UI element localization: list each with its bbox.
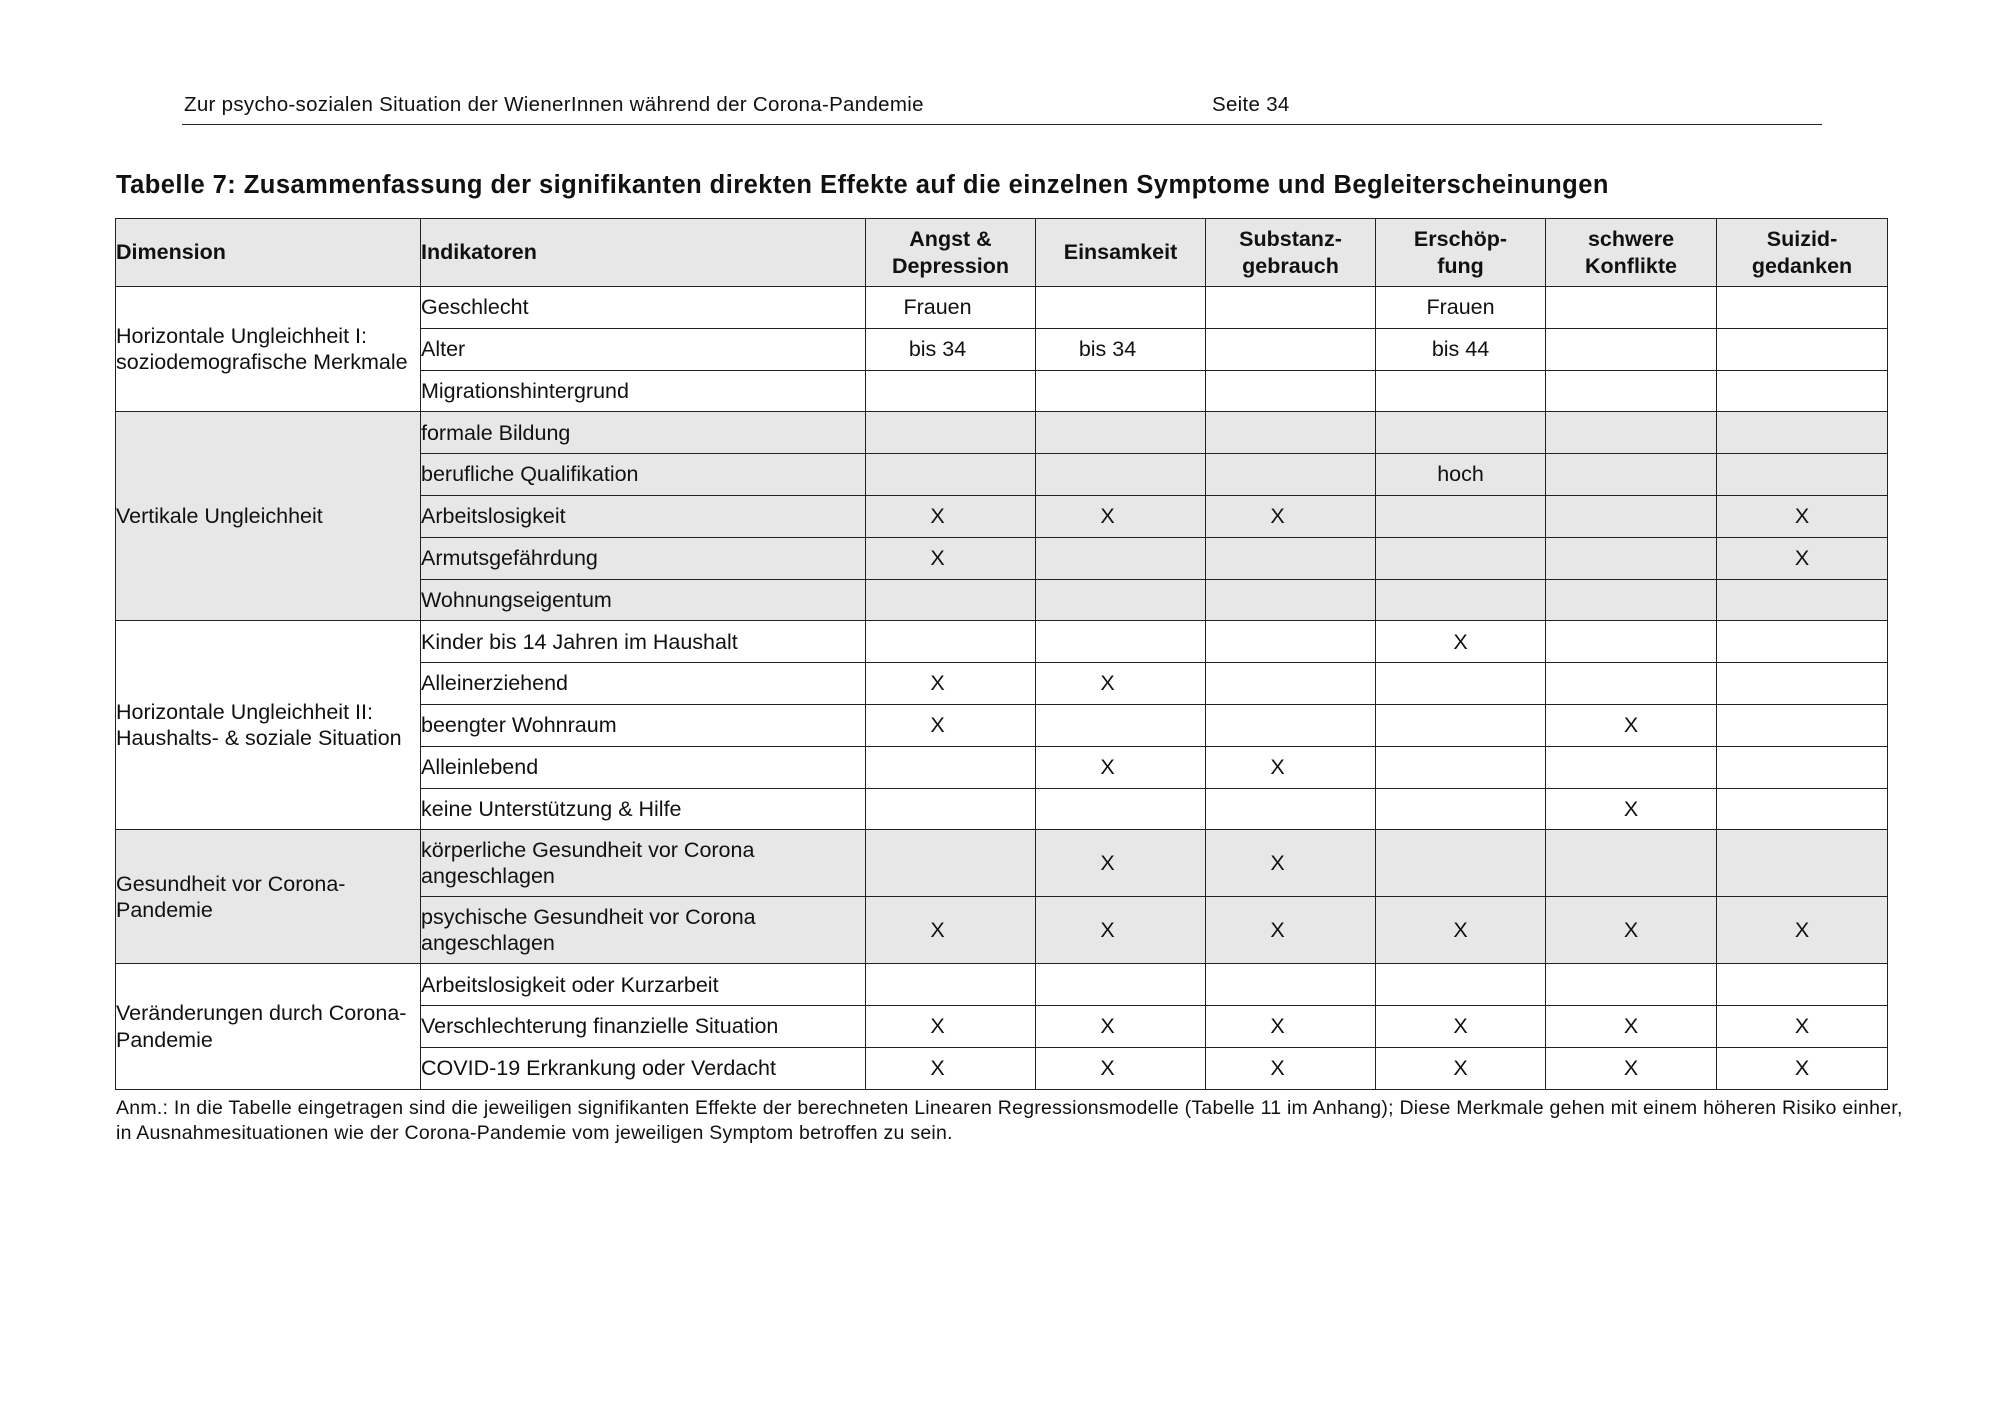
table-row: [116, 830, 1888, 897]
value-cell-erschoepfung: [1376, 579, 1546, 621]
value-cell-angst-depression: [866, 621, 1036, 663]
value-cell-schwere-konflikte: [1546, 964, 1717, 1006]
value-cell-schwere-konflikte: [1546, 663, 1717, 705]
value-cell-erschoepfung: X: [1376, 1047, 1546, 1089]
value-cell-schwere-konflikte: [1546, 412, 1717, 454]
header-page-number: Seite 34: [1212, 93, 1290, 116]
value-cell-erschoepfung: [1376, 495, 1546, 537]
value-cell-substanzgebrauch: [1206, 788, 1376, 830]
page-header: [182, 88, 1822, 125]
value-cell-angst-depression: X: [866, 495, 1036, 537]
value-cell-angst-depression: X: [866, 897, 1036, 964]
value-cell-einsamkeit: X: [1036, 1047, 1206, 1089]
value-cell-angst-depression: [866, 579, 1036, 621]
indikator-cell: Alleinerziehend: [421, 663, 866, 705]
value-cell-substanzgebrauch: [1206, 370, 1376, 412]
table-group-soziodemografisch: [116, 287, 1888, 412]
table-footnote: Anm.: In die Tabelle eingetragen sind die jeweiligen signifikanten Effekte der berechneten Linearen Regressionsmodelle (Tabelle 11 im Anhang); Diese Merkmale gehen mit einem höheren Risiko einher, in Ausnahmesituationen wie der Corona-Pandemie vom jeweiligen Symptom betroffen zu sein.: [116, 1097, 1903, 1144]
value-cell-einsamkeit: [1036, 287, 1206, 329]
value-cell-angst-depression: X: [866, 1047, 1036, 1089]
indikator-cell: formale Bildung: [421, 412, 866, 454]
value-cell-einsamkeit: bis 34: [1036, 328, 1206, 370]
value-cell-angst-depression: Frauen: [866, 287, 1036, 329]
value-cell-schwere-konflikte: X: [1546, 788, 1717, 830]
value-cell-substanzgebrauch: X: [1206, 1006, 1376, 1048]
table-header-row: [116, 219, 1888, 287]
value-cell-einsamkeit: X: [1036, 830, 1206, 897]
value-cell-suizidgedanken: [1717, 328, 1888, 370]
value-cell-erschoepfung: bis 44: [1376, 328, 1546, 370]
indikator-cell: COVID-19 Erkrankung oder Verdacht: [421, 1047, 866, 1089]
table-row: [116, 964, 1888, 1006]
value-cell-substanzgebrauch: X: [1206, 746, 1376, 788]
value-cell-suizidgedanken: [1717, 788, 1888, 830]
value-cell-angst-depression: [866, 370, 1036, 412]
value-cell-angst-depression: bis 34: [866, 328, 1036, 370]
value-cell-angst-depression: X: [866, 537, 1036, 579]
indikator-cell: Wohnungseigentum: [421, 579, 866, 621]
value-cell-schwere-konflikte: [1546, 621, 1717, 663]
value-cell-erschoepfung: [1376, 746, 1546, 788]
value-cell-substanzgebrauch: X: [1206, 897, 1376, 964]
indikator-cell: keine Unterstützung & Hilfe: [421, 788, 866, 830]
value-cell-angst-depression: [866, 964, 1036, 1006]
value-cell-substanzgebrauch: [1206, 621, 1376, 663]
indikator-cell: Geschlecht: [421, 287, 866, 329]
value-cell-erschoepfung: Frauen: [1376, 287, 1546, 329]
value-cell-schwere-konflikte: [1546, 537, 1717, 579]
value-cell-einsamkeit: [1036, 537, 1206, 579]
indikator-cell: Alleinlebend: [421, 746, 866, 788]
table-row: [116, 621, 1888, 663]
value-cell-substanzgebrauch: [1206, 412, 1376, 454]
value-cell-schwere-konflikte: [1546, 830, 1717, 897]
value-cell-einsamkeit: [1036, 454, 1206, 496]
indikator-cell: beengter Wohnraum: [421, 704, 866, 746]
table-row: [116, 412, 1888, 454]
value-cell-substanzgebrauch: [1206, 287, 1376, 329]
value-cell-angst-depression: [866, 746, 1036, 788]
value-cell-erschoepfung: [1376, 537, 1546, 579]
value-cell-erschoepfung: [1376, 412, 1546, 454]
indikator-cell: berufliche Qualifikation: [421, 454, 866, 496]
value-cell-suizidgedanken: X: [1717, 897, 1888, 964]
dimension-cell: Horizontale Ungleichheit II: Haushalts- & soziale Situation: [116, 621, 421, 830]
value-cell-substanzgebrauch: [1206, 964, 1376, 1006]
indikator-cell: Kinder bis 14 Jahren im Haushalt: [421, 621, 866, 663]
value-cell-substanzgebrauch: X: [1206, 830, 1376, 897]
column-header-erschoepfung: Erschöp- fung: [1376, 219, 1546, 287]
value-cell-einsamkeit: X: [1036, 897, 1206, 964]
value-cell-suizidgedanken: [1717, 454, 1888, 496]
value-cell-suizidgedanken: [1717, 621, 1888, 663]
table-row: [116, 287, 1888, 329]
value-cell-angst-depression: [866, 454, 1036, 496]
value-cell-einsamkeit: [1036, 579, 1206, 621]
value-cell-einsamkeit: [1036, 704, 1206, 746]
value-cell-substanzgebrauch: X: [1206, 1047, 1376, 1089]
value-cell-suizidgedanken: X: [1717, 495, 1888, 537]
value-cell-erschoepfung: [1376, 964, 1546, 1006]
value-cell-angst-depression: [866, 830, 1036, 897]
value-cell-suizidgedanken: X: [1717, 537, 1888, 579]
value-cell-schwere-konflikte: [1546, 495, 1717, 537]
value-cell-substanzgebrauch: X: [1206, 495, 1376, 537]
value-cell-schwere-konflikte: X: [1546, 1047, 1717, 1089]
column-header-substanzgebrauch: Substanz- gebrauch: [1206, 219, 1376, 287]
value-cell-einsamkeit: [1036, 964, 1206, 1006]
value-cell-schwere-konflikte: [1546, 370, 1717, 412]
value-cell-schwere-konflikte: [1546, 454, 1717, 496]
value-cell-erschoepfung: hoch: [1376, 454, 1546, 496]
value-cell-schwere-konflikte: [1546, 579, 1717, 621]
value-cell-schwere-konflikte: [1546, 746, 1717, 788]
value-cell-erschoepfung: [1376, 830, 1546, 897]
indikator-cell: Arbeitslosigkeit oder Kurzarbeit: [421, 964, 866, 1006]
value-cell-schwere-konflikte: X: [1546, 897, 1717, 964]
value-cell-erschoepfung: [1376, 663, 1546, 705]
indikator-cell: Migrationshintergrund: [421, 370, 866, 412]
value-cell-suizidgedanken: [1717, 964, 1888, 1006]
value-cell-angst-depression: X: [866, 663, 1036, 705]
value-cell-schwere-konflikte: [1546, 287, 1717, 329]
value-cell-substanzgebrauch: [1206, 704, 1376, 746]
value-cell-erschoepfung: [1376, 370, 1546, 412]
value-cell-einsamkeit: [1036, 621, 1206, 663]
value-cell-suizidgedanken: [1717, 370, 1888, 412]
value-cell-einsamkeit: X: [1036, 495, 1206, 537]
value-cell-substanzgebrauch: [1206, 579, 1376, 621]
column-header-schwere-konflikte: schwere Konflikte: [1546, 219, 1717, 287]
value-cell-suizidgedanken: [1717, 663, 1888, 705]
indikator-cell: körperliche Gesundheit vor Corona angeschlagen: [421, 830, 866, 897]
indikator-cell: Alter: [421, 328, 866, 370]
dimension-cell: Gesundheit vor Corona-Pandemie: [116, 830, 421, 964]
value-cell-suizidgedanken: [1717, 287, 1888, 329]
value-cell-einsamkeit: X: [1036, 1006, 1206, 1048]
value-cell-erschoepfung: [1376, 788, 1546, 830]
value-cell-suizidgedanken: X: [1717, 1047, 1888, 1089]
value-cell-einsamkeit: [1036, 788, 1206, 830]
table-group-haushalt: [116, 621, 1888, 830]
table-group-gesundheit: [116, 830, 1888, 964]
column-header-suizidgedanken: Suizid- gedanken: [1717, 219, 1888, 287]
value-cell-schwere-konflikte: X: [1546, 704, 1717, 746]
value-cell-suizidgedanken: [1717, 704, 1888, 746]
value-cell-substanzgebrauch: [1206, 663, 1376, 705]
indikator-cell: psychische Gesundheit vor Corona angeschlagen: [421, 897, 866, 964]
value-cell-substanzgebrauch: [1206, 537, 1376, 579]
value-cell-substanzgebrauch: [1206, 454, 1376, 496]
column-header-indikatoren: Indikatoren: [421, 219, 866, 287]
dimension-cell: Horizontale Ungleichheit I: soziodemografische Merkmale: [116, 287, 421, 412]
value-cell-suizidgedanken: [1717, 412, 1888, 454]
value-cell-suizidgedanken: [1717, 746, 1888, 788]
value-cell-suizidgedanken: [1717, 579, 1888, 621]
table-group-veraenderungen: [116, 964, 1888, 1089]
value-cell-angst-depression: [866, 412, 1036, 454]
indikator-cell: Verschlechterung finanzielle Situation: [421, 1006, 866, 1048]
effects-table: [115, 218, 1888, 1090]
column-header-angst-depression: Angst & Depression: [866, 219, 1036, 287]
value-cell-einsamkeit: [1036, 412, 1206, 454]
header-document-title: Zur psycho-sozialen Situation der WienerInnen während der Corona-Pandemie: [184, 93, 924, 116]
value-cell-angst-depression: [866, 788, 1036, 830]
indikator-cell: Arbeitslosigkeit: [421, 495, 866, 537]
dimension-cell: Vertikale Ungleichheit: [116, 412, 421, 621]
value-cell-suizidgedanken: X: [1717, 1006, 1888, 1048]
table-title: Tabelle 7: Zusammenfassung der signifikanten direkten Effekte auf die einzelnen Symptome und Begleiterscheinungen: [116, 171, 1609, 199]
value-cell-erschoepfung: X: [1376, 1006, 1546, 1048]
value-cell-substanzgebrauch: [1206, 328, 1376, 370]
value-cell-suizidgedanken: [1717, 830, 1888, 897]
indikator-cell: Armutsgefährdung: [421, 537, 866, 579]
value-cell-einsamkeit: X: [1036, 663, 1206, 705]
value-cell-angst-depression: X: [866, 1006, 1036, 1048]
column-header-einsamkeit: Einsamkeit: [1036, 219, 1206, 287]
value-cell-schwere-konflikte: X: [1546, 1006, 1717, 1048]
table-group-vertikal: [116, 412, 1888, 621]
column-header-dimension: Dimension: [116, 219, 421, 287]
value-cell-erschoepfung: [1376, 704, 1546, 746]
value-cell-erschoepfung: X: [1376, 621, 1546, 663]
value-cell-angst-depression: X: [866, 704, 1036, 746]
value-cell-einsamkeit: [1036, 370, 1206, 412]
value-cell-schwere-konflikte: [1546, 328, 1717, 370]
value-cell-einsamkeit: X: [1036, 746, 1206, 788]
value-cell-erschoepfung: X: [1376, 897, 1546, 964]
dimension-cell: Veränderungen durch Corona-Pandemie: [116, 964, 421, 1089]
